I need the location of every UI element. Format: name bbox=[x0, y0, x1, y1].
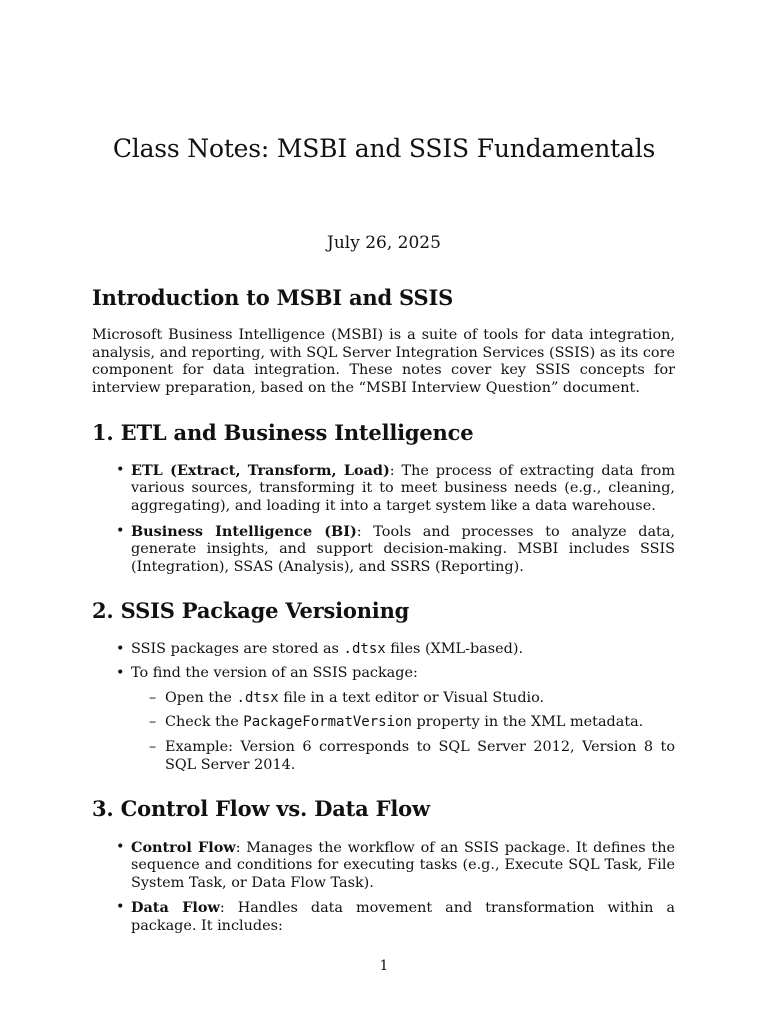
list-item-text: : Handles data movement and transformation within a package. It includes: bbox=[131, 900, 675, 934]
bullet-icon: • bbox=[116, 899, 125, 916]
dash-icon: – bbox=[149, 739, 157, 756]
bullet-icon: • bbox=[116, 838, 125, 855]
document-body bbox=[92, 285, 675, 942]
list-item-text: To find the version of an SSIS package: bbox=[131, 665, 418, 682]
list-item bbox=[92, 523, 675, 577]
page-title: Class Notes: MSBI and SSIS Fundamentals bbox=[112, 134, 656, 163]
list-item-term: Control Flow bbox=[131, 838, 236, 856]
section-heading-etl: 1. ETL and Business Intelligence bbox=[92, 419, 474, 445]
section-heading-versioning: 2. SSIS Package Versioning bbox=[92, 598, 410, 624]
sub-list-item bbox=[131, 739, 675, 774]
page-number: 1 bbox=[379, 958, 389, 974]
document-date: July 26, 2025 bbox=[327, 233, 441, 253]
list-item-text: Example: Version 6 corresponds to SQL Server 2012, Version 8 to SQL Server 2014. bbox=[165, 739, 675, 773]
dash-icon: – bbox=[149, 689, 157, 706]
list-item bbox=[92, 899, 675, 935]
version-sub-list bbox=[131, 690, 675, 774]
list-item bbox=[92, 665, 675, 774]
section-heading-flow: 3. Control Flow vs. Data Flow bbox=[92, 796, 430, 822]
dash-icon: – bbox=[149, 714, 157, 731]
list-item-text: files (XML-based). bbox=[385, 640, 524, 657]
list-item-text: : Manages the workflow of an SSIS package. It defines the sequence and conditions for executing tasks (e.g., Execute SQL Task, File System Task, or Data Flow Task). bbox=[131, 839, 675, 891]
list-item-text: SSIS packages are stored as bbox=[131, 640, 344, 657]
bullet-icon: • bbox=[116, 522, 125, 539]
list-item-term: Data Flow bbox=[131, 899, 220, 917]
etl-list bbox=[92, 462, 675, 577]
list-item-term: Business Intelligence (BI) bbox=[131, 522, 357, 540]
bullet-icon: • bbox=[116, 665, 125, 682]
bullet-icon: • bbox=[116, 640, 125, 657]
list-item-text: : Tools and processes to analyze data, generate insights, and support decision-making. MSBI includes SSIS (Integration), SSAS (Analysis), and SSRS (Reporting). bbox=[131, 523, 675, 575]
intro-paragraph: Microsoft Business Intelligence (MSBI) is a suite of tools for data integration, analysis, and reporting, with SQL Server Integration Services (SSIS) as its core component for data integration. These notes cover key SSIS concepts for interview preparation, based on the “MSBI Interview Question” document. bbox=[92, 327, 675, 397]
list-item bbox=[92, 641, 675, 659]
flow-list bbox=[92, 839, 675, 936]
versioning-list bbox=[92, 641, 675, 775]
list-item bbox=[92, 839, 675, 893]
list-item-text: Check the bbox=[165, 714, 244, 731]
list-item-term: ETL (Extract, Transform, Load) bbox=[131, 461, 390, 479]
inline-code: .dtsx bbox=[343, 640, 386, 657]
sub-list-item bbox=[131, 690, 675, 708]
section-heading-intro: Introduction to MSBI and SSIS bbox=[92, 285, 454, 310]
list-item bbox=[92, 462, 675, 516]
list-item-text: : The process of extracting data from various sources, transforming it to meet business needs (e.g., cleaning, aggregating), and loading it into a target system like a data warehouse. bbox=[131, 462, 675, 515]
inline-code: .dtsx bbox=[236, 689, 279, 706]
list-item-text: Open the bbox=[165, 689, 237, 706]
inline-code: PackageFormatVersion bbox=[243, 714, 412, 731]
list-item-text: file in a text editor or Visual Studio. bbox=[278, 689, 545, 706]
list-item-text: property in the XML metadata. bbox=[411, 714, 644, 731]
bullet-icon: • bbox=[116, 461, 125, 478]
sub-list-item bbox=[131, 714, 675, 732]
